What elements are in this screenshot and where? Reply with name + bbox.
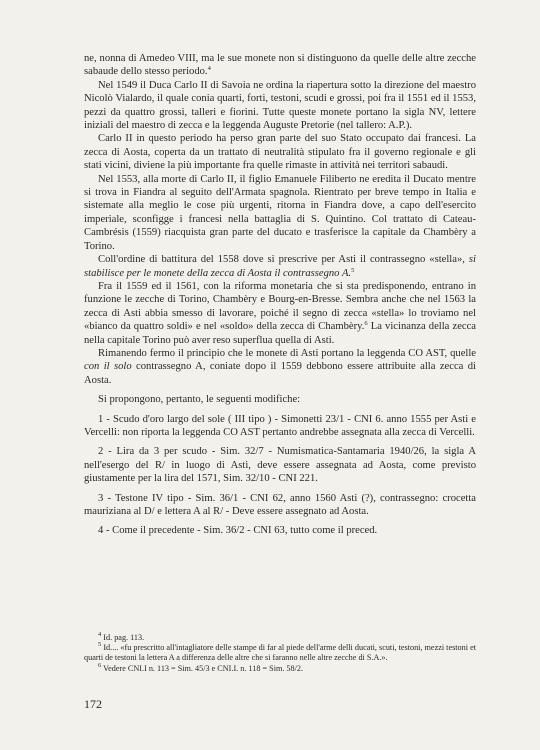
page-number: 172 <box>84 697 102 711</box>
paragraph-1553: Nel 1553, alla morte di Carlo II, il figlio Emanuele Filiberto ne eredita il Ducato mentre si trova in Fiandra al seguito dell'Armata spagnola. Rientrato per breve tempo in Italia e sistemate alla meglio le cose più urgenti, ritorna in Fiandra dove, a capo dell'esercito imperiale, sconfigge i francesi nella battaglia di S. Quintino. Col trattato di Cateau-Cambrésis (1559) riacquista gran parte del ducato e trasferisce la capitale da Chambèry a Torino. <box>84 173 476 252</box>
footnote-4: $^4$ Id. pag. 113. <box>98 631 145 642</box>
italic-text: si stabilisce per le monete della zecca di Aosta il contrassegno A. <box>84 254 476 279</box>
list-item-2: 2 - Lira da 3 per scudo - Sim. 32/7 - Numismatica-Santamaria 1940/26, la sigla A nell'esergo del R/ in luogo di Asti, deve essere assegnata ad Aosta, come previsto giustamente per la lira del 1571, Sim. 32/10 - CNI 221. <box>84 446 476 485</box>
list-item-1: 1 - Scudo d'oro largo del sole ( III tipo ) - Simonetti 23/1 - CNI 6. anno 1555 per Asti e Vercelli: non riporta la leggenda CO AST pertanto andrebbe assegnata alla zecca di Vercelli. <box>84 413 476 438</box>
footnote-ref-4: 4 <box>207 65 211 73</box>
footnote-ref-5: 5 <box>351 266 355 274</box>
footnote-6: $^6$ Vedere CNI.I n. 113 = Sim. 45/3 e CNI.I. n. 118 = Sim. 58/2. <box>98 661 304 673</box>
italic-text: con il solo <box>84 361 132 373</box>
paragraph-1559: Fra il 1559 ed il 1561, con la riforma monetaria che si sta predisponendo, entrano in funzione le zecche di Torino, Chambèry e Bourg-en-Bresse. Sembra anche che nel 1563 la zecca di Asti abbia smesso di lavorare, poiché il segno di zecca «stella» lo troviamo nel «bianco da quattro soldi» e nel «soldo» della zecca di Chambèry.$^6$ La vicinanza della zecca nella capitale Torino può aver reso superflua quella di Asti. <box>84 280 477 346</box>
list-item-3: 3 - Testone IV tipo - Sim. 36/1 - CNI 62, anno 1560 Asti (?), contrassegno: crocetta mauriziana al D/ e lettera A al R/ - Deve essere assegnato ad Aosta. <box>84 492 476 517</box>
paragraph-proposte: Si propongono, pertanto, le seguenti modifiche: <box>98 394 301 406</box>
footnotes <box>84 633 476 674</box>
body-text <box>84 52 476 538</box>
footnote-5: $^5$ Id.... «fu prescritto all'intagliatore delle stampe di far al piede dell'arme delli ducati, scuti, testoni, mezzi testoni et quarti de testoni la lettera A a differenza delle altre che si faranno nelle altre zecche di S.A.». <box>84 641 476 663</box>
paragraph-continuation: ne, nonna di Amedeo VIII, ma le sue monete non si distinguono da quelle delle altre zecche sabaude dello stesso periodo.$^4$ <box>84 53 476 78</box>
paragraph-carlo-stato: Carlo II in questo periodo ha perso gran parte del suo Stato occupato dai francesi. La zecca di Aosta, coperta da un trattato di neutralità stipulato fra il governo regionale e gli stati vicini, diviene la più importante fra quelle rimaste in attività nei territori sabaudi. <box>84 133 476 172</box>
list-item-4: 4 - Come il precedente - Sim. 36/2 - CNI 63, tutto come il preced. <box>98 525 378 537</box>
footnote-ref-6: 6 <box>364 320 368 328</box>
paragraph-principio: Rimanendo fermo il principio che le monete di Asti portano la leggenda CO AST, quelle con il solo contrassegno A, coniate dopo il 1559 debbono essere attribuite alla zecca di Aosta. <box>84 347 477 386</box>
paragraph-1558: Coll'ordine di battitura del 1558 dove si prescrive per Asti il contrassegno «stella», si stabilisce per le monete della zecca di Aosta il contrassegno A.$^5$ <box>84 254 476 279</box>
paragraph-carlo-1549: Nel 1549 il Duca Carlo II di Savoia ne ordina la riapertura sotto la direzione del maestro Nicolò Vialardo, il quale conia quarti, forti, testoni, scudi e grossi, poi fra il 1551 ed il 1553, pezzi da quattro grossi, talleri e fiorini. Tutte queste monete portano la sigla NV, lettere iniziali del maestro di zecca e la leggenda Auguste Pretorie (nel tallero: A.P.). <box>84 79 476 132</box>
